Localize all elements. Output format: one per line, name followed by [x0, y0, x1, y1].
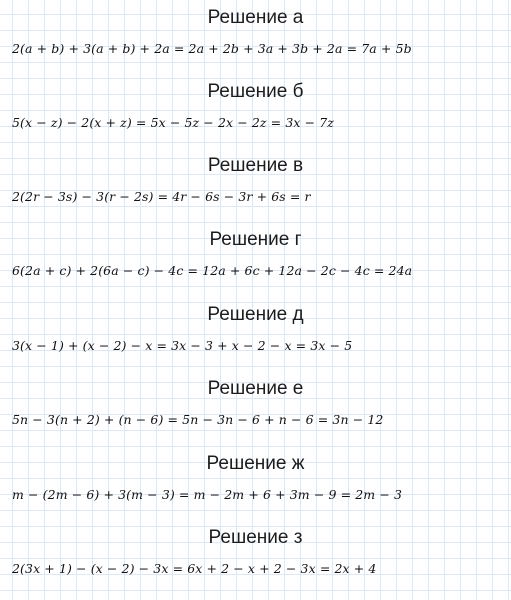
- solution-formula: 2(3x + 1) − (x − 2) − 3x = 6x + 2 − x + 2 − 3x = 2x + 4: [12, 561, 377, 576]
- solution-title: Решение в: [207, 155, 304, 176]
- solution-formula: 2(a + b) + 3(a + b) + 2a = 2a + 2b + 3a + 3b + 2a = 7a + 5b: [12, 41, 412, 56]
- solution-formula: 5(x − z) − 2(x + z) = 5x − 5z − 2x − 2z = 3x − 7z: [12, 115, 334, 130]
- solution-title: Решение е: [207, 378, 304, 399]
- solution-formula: 3(x − 1) + (x − 2) − x = 3x − 3 + x − 2 − x = 3x − 5: [12, 338, 353, 353]
- solution-formula: 5n − 3(n + 2) + (n − 6) = 5n − 3n − 6 + n − 6 = 3n − 12: [12, 412, 384, 427]
- solution-title: Решение з: [208, 527, 303, 548]
- solution-title: Решение а: [207, 7, 304, 28]
- solution-title: Решение ж: [206, 453, 305, 474]
- solution-formula: 6(2a + c) + 2(6a − c) − 4c = 12a + 6c + 12a − 2c − 4c = 24a: [12, 263, 413, 278]
- solution-formula: 2(2r − 3s) − 3(r − 2s) = 4r − 6s − 3r + 6s = r: [12, 189, 311, 204]
- solution-title: Решение б: [207, 81, 304, 102]
- solution-formula: m − (2m − 6) + 3(m − 3) = m − 2m + 6 + 3m − 9 = 2m − 3: [12, 487, 403, 502]
- solution-title: Решение д: [207, 304, 304, 325]
- solution-title: Решение г: [209, 229, 302, 250]
